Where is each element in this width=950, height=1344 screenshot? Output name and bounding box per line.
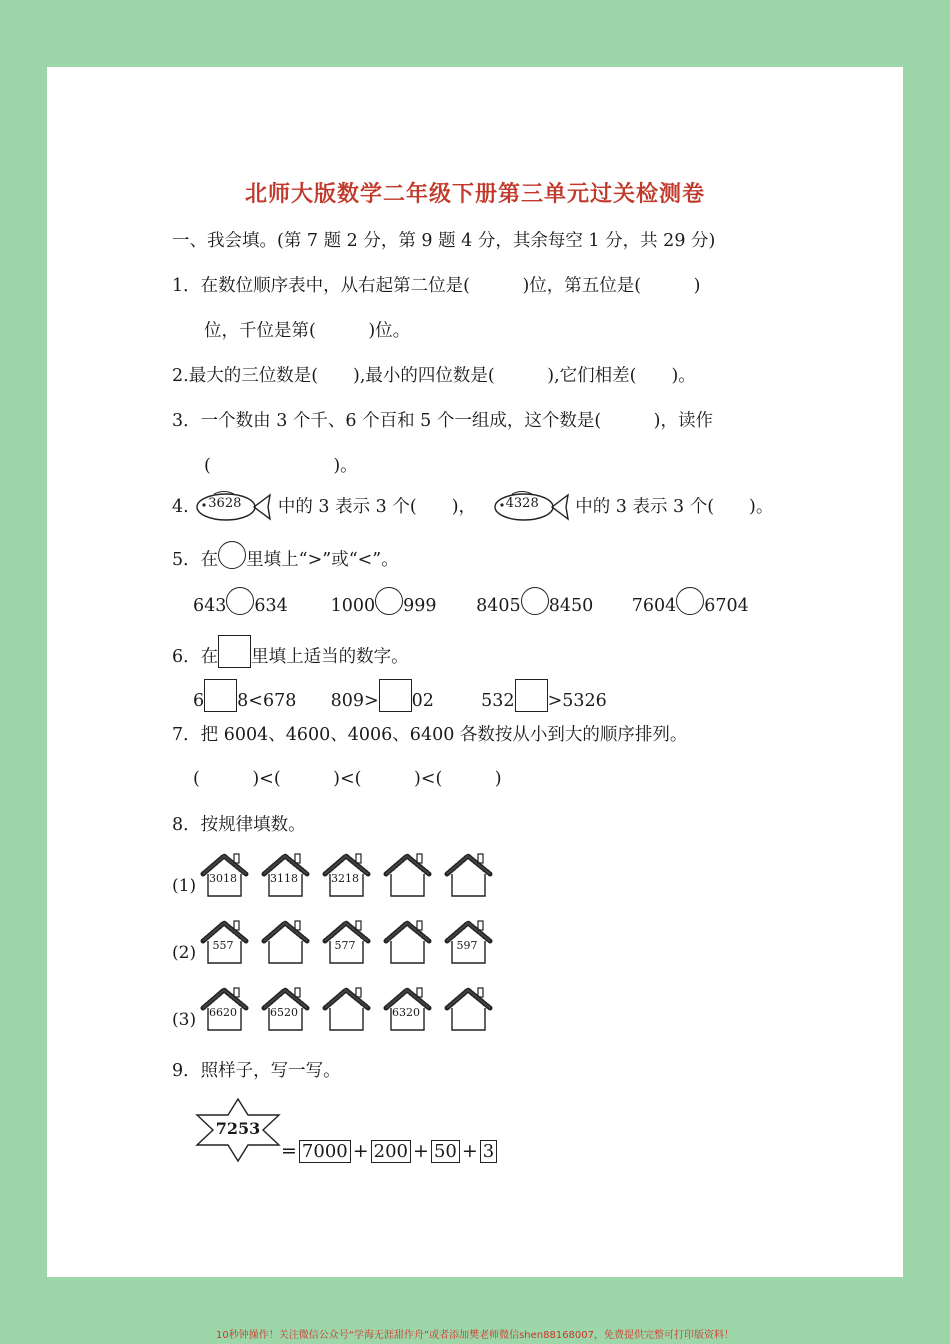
- house-icon: [200, 986, 250, 1034]
- question-5-suffix: 里填上“>”或“<”。: [246, 550, 399, 570]
- house-number: 3018: [209, 872, 237, 885]
- question-5-items: [193, 587, 753, 616]
- part-box: 7000: [299, 1140, 351, 1163]
- question-5-instruction: [172, 541, 399, 571]
- row-label: (2): [172, 943, 197, 963]
- question-3-line-2: ( )。: [204, 456, 358, 476]
- house-icon: [383, 986, 433, 1034]
- fill-item: 532 >5326: [481, 679, 607, 712]
- question-9: 9．照样子，写一写。: [172, 1061, 341, 1081]
- question-7: 7．把 6004、4600、4006、6400 各数按从小到大的顺序排列。: [172, 725, 688, 745]
- house-icon[interactable]: [444, 852, 494, 900]
- part-box: 3: [480, 1140, 497, 1163]
- fish-icon: [194, 490, 272, 524]
- house-icon: [322, 919, 372, 967]
- question-6-suffix: 里填上适当的数字。: [251, 647, 409, 667]
- fish-number-2: 4328: [505, 496, 539, 511]
- row-label: (3): [172, 1010, 197, 1030]
- fill-square[interactable]: [515, 679, 548, 712]
- house-number: 597: [456, 939, 478, 952]
- fill-item: 809> 02: [331, 679, 476, 712]
- section-heading: 一、我会填。(第 7 题 2 分，第 9 题 4 分，其余每空 1 分，共 29 分): [172, 231, 716, 251]
- question-6-prefix: 6．在: [172, 647, 219, 667]
- decomposition: [281, 1140, 499, 1163]
- question-4-text-2: 中的 3 表示 3 个( )。: [575, 497, 774, 517]
- fill-square[interactable]: [379, 679, 412, 712]
- question-1-line-2: 位，千位是第( )位。: [204, 321, 411, 341]
- question-7-answer: ( )<( )<( )<( ): [193, 769, 502, 789]
- fish-number-1: 3628: [208, 496, 242, 511]
- question-4-text-1: 中的 3 表示 3 个( )，: [277, 497, 477, 517]
- plus-sign: +: [461, 1140, 478, 1162]
- house-icon[interactable]: [383, 919, 433, 967]
- fill-item: 6 8<678: [193, 679, 325, 712]
- compare-item: 7604 6704: [632, 587, 749, 616]
- square-blank-icon: [218, 635, 251, 668]
- house-icon: [200, 852, 250, 900]
- house-icon: [322, 852, 372, 900]
- circle-blank-icon: [218, 541, 246, 569]
- row-label: (1): [172, 876, 197, 896]
- compare-circle[interactable]: [375, 587, 403, 615]
- question-6-instruction: [172, 635, 409, 668]
- question-5-prefix: 5．在: [172, 550, 219, 570]
- compare-circle[interactable]: [676, 587, 704, 615]
- footer-note: 10秒钟操作！关注微信公众号“学海无涯甜作舟”或者添加樊老师微信shen88168007，免费提供完整可打印版资料！: [215, 1330, 735, 1341]
- part-box: 50: [431, 1140, 460, 1163]
- question-3-line-1: 3．一个数由 3 个千、6 个百和 5 个一组成，这个数是( )，读作: [172, 411, 714, 431]
- question-4-number: 4.: [172, 497, 189, 517]
- house-number: 3118: [270, 872, 298, 885]
- house-number: 577: [334, 939, 356, 952]
- house-icon: [444, 919, 494, 967]
- house-icon[interactable]: [322, 986, 372, 1034]
- star-example: [193, 1097, 283, 1163]
- compare-item: 643 634: [193, 587, 325, 616]
- compare-item: 8405 8450: [476, 587, 626, 616]
- worksheet-page: [47, 67, 903, 1277]
- page-title: 北师大版数学二年级下册第三单元过关检测卷: [244, 181, 705, 207]
- house-icon: [200, 919, 250, 967]
- compare-circle[interactable]: [226, 587, 254, 615]
- fish-icon: [492, 490, 570, 524]
- house-number: 6320: [392, 1006, 420, 1019]
- compare-circle[interactable]: [521, 587, 549, 615]
- question-1-line-1: 1．在数位顺序表中，从右起第二位是( )位，第五位是( ): [172, 276, 701, 296]
- house-icon[interactable]: [261, 919, 311, 967]
- house-number: 6620: [209, 1006, 237, 1019]
- star-number: 7253: [215, 1119, 261, 1138]
- part-box: 200: [371, 1140, 411, 1163]
- house-icon[interactable]: [383, 852, 433, 900]
- plus-sign: +: [352, 1140, 369, 1162]
- question-6-items: [193, 679, 607, 712]
- house-icon: [261, 986, 311, 1034]
- plus-sign: +: [413, 1140, 429, 1162]
- house-icon[interactable]: [444, 986, 494, 1034]
- house-icon: [261, 852, 311, 900]
- house-number: 6520: [270, 1006, 298, 1019]
- house-number: 3218: [331, 872, 359, 885]
- question-2: 2.最大的三位数是( ),最小的四位数是( ),它们相差( )。: [172, 366, 696, 386]
- fill-square[interactable]: [204, 679, 237, 712]
- question-8: 8．按规律填数。: [172, 815, 306, 835]
- house-number: 557: [212, 939, 234, 952]
- equals-sign: =: [281, 1140, 297, 1162]
- compare-item: 1000 999: [331, 587, 471, 616]
- question-4: [172, 490, 773, 524]
